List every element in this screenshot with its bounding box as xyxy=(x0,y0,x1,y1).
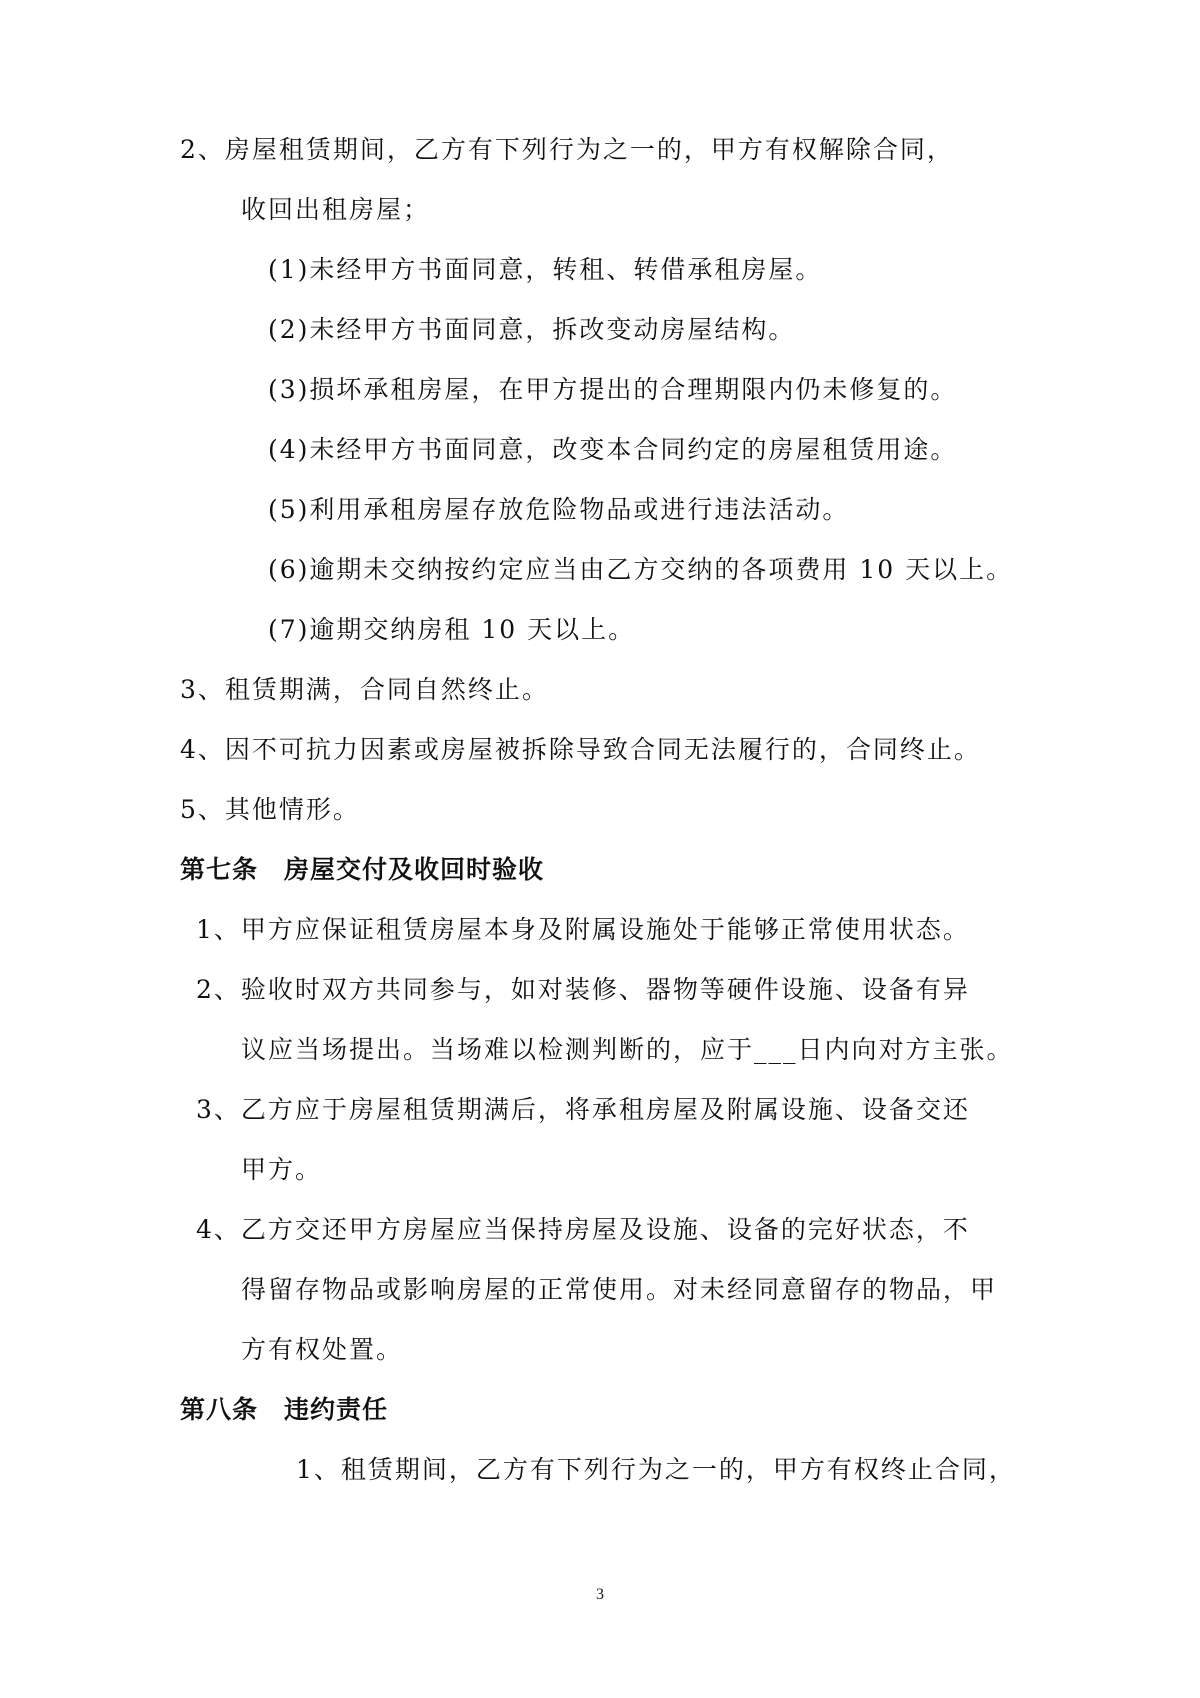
clause-7-item-4: 4、乙方交还甲方房屋应当保持房屋及设施、设备的完好状态，不 xyxy=(196,1215,970,1244)
page-number: 3 xyxy=(596,1586,604,1603)
clause-7-item-2: 2、验收时双方共同参与，如对装修、器物等硬件设施、设备有异 xyxy=(196,975,970,1004)
clause-7-item-1: 1、甲方应保证租赁房屋本身及附属设施处于能够正常使用状态。 xyxy=(196,915,970,944)
clause-7-item-3: 3、乙方应于房屋租赁期满后，将承租房屋及附属设施、设备交还 xyxy=(196,1095,970,1124)
clause-6-item-2: 2、房屋租赁期间，乙方有下列行为之一的，甲方有权解除合同， xyxy=(180,135,954,164)
clause-6-item-2-cont: 收回出租房屋； xyxy=(241,195,431,224)
article-7-heading: 第七条 房屋交付及收回时验收 xyxy=(180,855,545,884)
sub-item-1: (1)未经甲方书面同意，转租、转借承租房屋。 xyxy=(268,255,823,284)
clause-7-item-4-cont-2: 方有权处置。 xyxy=(241,1335,404,1364)
article-8-heading: 第八条 违约责任 xyxy=(180,1395,389,1424)
sub-item-3: (3)损坏承租房屋，在甲方提出的合理期限内仍未修复的。 xyxy=(268,375,958,404)
clause-6-item-5: 5、其他情形。 xyxy=(180,795,360,824)
sub-item-7: (7)逾期交纳房租 10 天以上。 xyxy=(268,615,636,644)
clause-8-item-1: 1、租赁期间，乙方有下列行为之一的，甲方有权终止合同， xyxy=(296,1455,1016,1484)
sub-item-4: (4)未经甲方书面同意，改变本合同约定的房屋租赁用途。 xyxy=(268,435,958,464)
clause-7-item-3-cont: 甲方。 xyxy=(241,1155,323,1184)
clause-6-item-3: 3、租赁期满，合同自然终止。 xyxy=(180,675,549,704)
clause-7-item-4-cont: 得留存物品或影响房屋的正常使用。对未经同意留存的物品，甲 xyxy=(241,1275,998,1304)
sub-item-5: (5)利用承租房屋存放危险物品或进行违法活动。 xyxy=(268,495,850,524)
sub-item-2: (2)未经甲方书面同意，拆改变动房屋结构。 xyxy=(268,315,796,344)
sub-item-6: (6)逾期未交纳按约定应当由乙方交纳的各项费用 10 天以上。 xyxy=(268,555,1014,584)
clause-7-item-2-cont: 议应当场提出。当场难以检测判断的，应于___日内向对方主张。 xyxy=(241,1035,1014,1064)
clause-6-item-4: 4、因不可抗力因素或房屋被拆除导致合同无法履行的，合同终止。 xyxy=(180,735,981,764)
